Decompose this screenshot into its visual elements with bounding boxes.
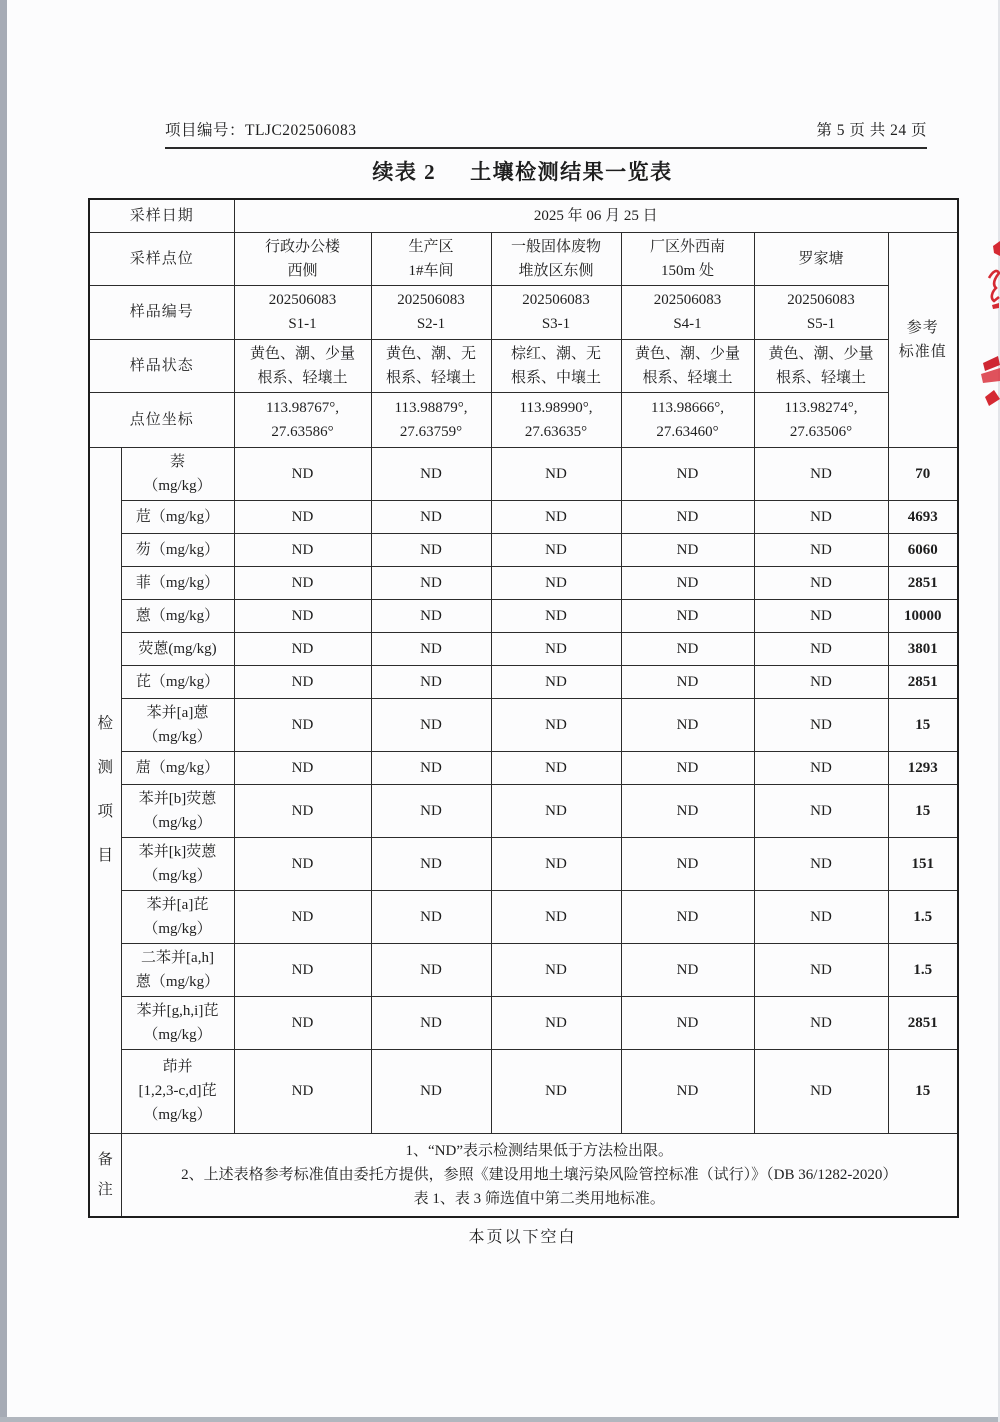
ref-value-cell: 2851 bbox=[888, 566, 958, 599]
result-cell: ND bbox=[621, 996, 754, 1049]
result-cell: ND bbox=[621, 665, 754, 698]
data-cell: 罗家塘 bbox=[754, 232, 888, 285]
analyte-name: 茚并 [1,2,3-c,d]芘 （mg/kg） bbox=[121, 1049, 234, 1133]
result-cell: ND bbox=[754, 566, 888, 599]
scan-edge-bottom bbox=[0, 1417, 1000, 1422]
data-cell: 黄色、潮、无 根系、轻壤土 bbox=[371, 339, 491, 392]
data-cell: 一般固体废物 堆放区东侧 bbox=[491, 232, 621, 285]
result-cell: ND bbox=[234, 599, 371, 632]
result-cell: ND bbox=[234, 1049, 371, 1133]
result-cell: ND bbox=[371, 632, 491, 665]
result-cell: ND bbox=[491, 566, 621, 599]
result-cell: ND bbox=[754, 890, 888, 943]
reference-standard-header: 参考 标准值 bbox=[888, 232, 958, 447]
data-cell: 棕红、潮、无 根系、中壤土 bbox=[491, 339, 621, 392]
result-cell: ND bbox=[621, 837, 754, 890]
ref-value-cell: 15 bbox=[888, 1049, 958, 1133]
result-cell: ND bbox=[621, 447, 754, 500]
red-stamp-fragment bbox=[980, 240, 1000, 420]
result-cell: ND bbox=[754, 837, 888, 890]
result-cell: ND bbox=[491, 784, 621, 837]
result-cell: ND bbox=[621, 1049, 754, 1133]
data-cell: 黄色、潮、少量 根系、轻壤土 bbox=[621, 339, 754, 392]
notes-label: 备 注 bbox=[89, 1133, 121, 1217]
data-cell: 202506083 S1-1 bbox=[234, 285, 371, 339]
result-cell: ND bbox=[621, 500, 754, 533]
result-cell: ND bbox=[754, 500, 888, 533]
result-cell: ND bbox=[234, 890, 371, 943]
title-prefix: 续表 2 bbox=[372, 160, 437, 184]
section-vertical-label: 检 测 项 目 bbox=[89, 447, 121, 1133]
document-title bbox=[88, 156, 957, 186]
result-cell: ND bbox=[371, 698, 491, 751]
soil-test-results-table bbox=[88, 198, 959, 1218]
result-cell: ND bbox=[754, 698, 888, 751]
result-cell: ND bbox=[234, 665, 371, 698]
result-cell: ND bbox=[754, 632, 888, 665]
data-cell: 202506083 S5-1 bbox=[754, 285, 888, 339]
result-cell: ND bbox=[491, 632, 621, 665]
data-cell: 黄色、潮、少量 根系、轻壤土 bbox=[754, 339, 888, 392]
result-cell: ND bbox=[621, 943, 754, 996]
result-cell: ND bbox=[371, 996, 491, 1049]
result-cell: ND bbox=[491, 751, 621, 784]
analyte-name: 苯并[k]荧蒽 （mg/kg） bbox=[121, 837, 234, 890]
result-cell: ND bbox=[754, 447, 888, 500]
result-cell: ND bbox=[234, 533, 371, 566]
ref-value-cell: 2851 bbox=[888, 665, 958, 698]
result-cell: ND bbox=[754, 665, 888, 698]
blank-below-note: 本页以下空白 bbox=[468, 1229, 577, 1246]
analyte-name: 芘（mg/kg） bbox=[121, 665, 234, 698]
notes-text: 1、“ND”表示检测结果低于方法检出限。 2、上述表格参考标准值由委托方提供，参照《建设用地土壤污染风险管控标准（试行）》（DB 36/1282-2020） 表 1、表 3 筛选值中第二类用地标准。 bbox=[121, 1133, 958, 1217]
result-cell: ND bbox=[491, 1049, 621, 1133]
analyte-name: 䓛（mg/kg） bbox=[121, 751, 234, 784]
data-cell: 202506083 S3-1 bbox=[491, 285, 621, 339]
result-cell: ND bbox=[754, 996, 888, 1049]
result-cell: ND bbox=[371, 500, 491, 533]
result-cell: ND bbox=[234, 943, 371, 996]
data-cell: 行政办公楼 西侧 bbox=[234, 232, 371, 285]
page-number: 第 5 页 共 24 页 bbox=[816, 122, 927, 139]
result-cell: ND bbox=[234, 632, 371, 665]
data-cell: 202506083 S2-1 bbox=[371, 285, 491, 339]
result-cell: ND bbox=[371, 665, 491, 698]
result-cell: ND bbox=[621, 632, 754, 665]
analyte-name: 苯并[g,h,i]芘 （mg/kg） bbox=[121, 996, 234, 1049]
ref-value-cell: 151 bbox=[888, 837, 958, 890]
result-cell: ND bbox=[371, 533, 491, 566]
result-cell: ND bbox=[491, 500, 621, 533]
ref-value-cell: 3801 bbox=[888, 632, 958, 665]
row-label: 样品编号 bbox=[89, 285, 234, 339]
result-cell: ND bbox=[234, 447, 371, 500]
result-cell: ND bbox=[371, 447, 491, 500]
result-cell: ND bbox=[621, 698, 754, 751]
result-cell: ND bbox=[371, 1049, 491, 1133]
data-cell: 113.98666°, 27.63460° bbox=[621, 392, 754, 447]
result-cell: ND bbox=[371, 566, 491, 599]
result-cell: ND bbox=[621, 784, 754, 837]
data-cell: 113.98879°, 27.63759° bbox=[371, 392, 491, 447]
analyte-name: 苊（mg/kg） bbox=[121, 500, 234, 533]
result-cell: ND bbox=[491, 943, 621, 996]
ref-value-cell: 15 bbox=[888, 698, 958, 751]
ref-value-cell: 2851 bbox=[888, 996, 958, 1049]
row-label: 样品状态 bbox=[89, 339, 234, 392]
result-cell: ND bbox=[491, 533, 621, 566]
ref-value-cell: 10000 bbox=[888, 599, 958, 632]
data-cell: 113.98990°, 27.63635° bbox=[491, 392, 621, 447]
analyte-name: 菲（mg/kg） bbox=[121, 566, 234, 599]
row-label: 点位坐标 bbox=[89, 392, 234, 447]
result-cell: ND bbox=[234, 996, 371, 1049]
ref-value-cell: 15 bbox=[888, 784, 958, 837]
result-cell: ND bbox=[491, 599, 621, 632]
title-main: 土壤检测结果一览表 bbox=[470, 160, 673, 184]
result-cell: ND bbox=[491, 447, 621, 500]
result-cell: ND bbox=[621, 599, 754, 632]
analyte-name: 萘 （mg/kg） bbox=[121, 447, 234, 500]
scan-edge-left bbox=[0, 0, 7, 1422]
result-cell: ND bbox=[371, 784, 491, 837]
result-cell: ND bbox=[491, 996, 621, 1049]
data-cell: 202506083 S4-1 bbox=[621, 285, 754, 339]
result-cell: ND bbox=[621, 533, 754, 566]
ref-value-cell: 4693 bbox=[888, 500, 958, 533]
ref-value-cell: 70 bbox=[888, 447, 958, 500]
result-cell: ND bbox=[754, 533, 888, 566]
result-cell: ND bbox=[234, 784, 371, 837]
data-cell: 113.98767°, 27.63586° bbox=[234, 392, 371, 447]
result-cell: ND bbox=[371, 837, 491, 890]
data-cell: 生产区 1#车间 bbox=[371, 232, 491, 285]
analyte-name: 荧蒽(mg/kg) bbox=[121, 632, 234, 665]
result-cell: ND bbox=[621, 751, 754, 784]
analyte-name: 二苯并[a,h] 蒽（mg/kg） bbox=[121, 943, 234, 996]
sampling-date-value: 2025 年 06 月 25 日 bbox=[234, 199, 958, 232]
result-cell: ND bbox=[234, 500, 371, 533]
result-cell: ND bbox=[491, 890, 621, 943]
analyte-name: 苯并[b]荧蒽 （mg/kg） bbox=[121, 784, 234, 837]
analyte-name: 苯并[a]芘 （mg/kg） bbox=[121, 890, 234, 943]
result-cell: ND bbox=[754, 751, 888, 784]
result-cell: ND bbox=[234, 698, 371, 751]
result-cell: ND bbox=[371, 890, 491, 943]
analyte-name: 蒽（mg/kg） bbox=[121, 599, 234, 632]
analyte-name: 芴（mg/kg） bbox=[121, 533, 234, 566]
sampling-date-label: 采样日期 bbox=[89, 199, 234, 232]
result-cell: ND bbox=[371, 943, 491, 996]
result-cell: ND bbox=[621, 566, 754, 599]
data-cell: 黄色、潮、少量 根系、轻壤土 bbox=[234, 339, 371, 392]
ref-value-cell: 6060 bbox=[888, 533, 958, 566]
result-cell: ND bbox=[754, 599, 888, 632]
result-cell: ND bbox=[491, 665, 621, 698]
data-cell: 113.98274°, 27.63506° bbox=[754, 392, 888, 447]
result-cell: ND bbox=[234, 751, 371, 784]
result-cell: ND bbox=[234, 837, 371, 890]
result-cell: ND bbox=[491, 837, 621, 890]
result-cell: ND bbox=[371, 751, 491, 784]
ref-value-cell: 1.5 bbox=[888, 943, 958, 996]
row-label: 采样点位 bbox=[89, 232, 234, 285]
result-cell: ND bbox=[754, 784, 888, 837]
project-number: 项目编号：TLJC202506083 bbox=[165, 122, 357, 139]
analyte-name: 苯并[a]蒽 （mg/kg） bbox=[121, 698, 234, 751]
result-cell: ND bbox=[621, 890, 754, 943]
result-cell: ND bbox=[754, 943, 888, 996]
result-cell: ND bbox=[371, 599, 491, 632]
page-header bbox=[165, 118, 927, 149]
ref-value-cell: 1.5 bbox=[888, 890, 958, 943]
data-cell: 厂区外西南 150m 处 bbox=[621, 232, 754, 285]
result-cell: ND bbox=[754, 1049, 888, 1133]
result-cell: ND bbox=[491, 698, 621, 751]
ref-value-cell: 1293 bbox=[888, 751, 958, 784]
result-cell: ND bbox=[234, 566, 371, 599]
